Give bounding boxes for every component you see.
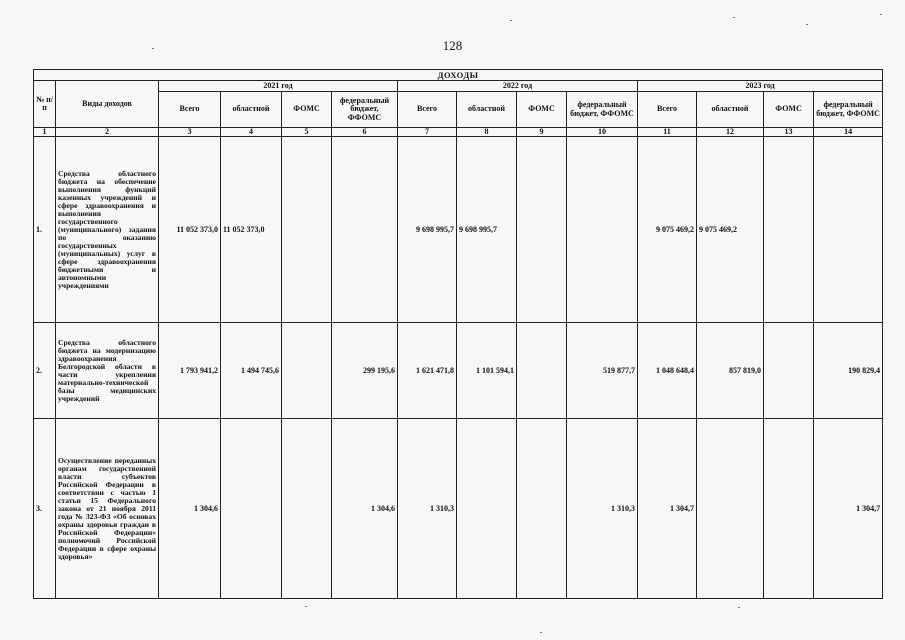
column-index: 9 xyxy=(517,128,567,137)
column-index: 2 xyxy=(56,128,159,137)
value-cell: 519 877,7 xyxy=(567,323,638,419)
value-cell xyxy=(282,137,332,323)
row-number: 2. xyxy=(34,323,56,419)
scan-speck xyxy=(738,607,740,608)
scan-speck xyxy=(305,606,307,607)
scan-speck xyxy=(880,14,882,15)
value-cell: 1 048 648,4 xyxy=(638,323,697,419)
value-cell: 11 052 373,0 xyxy=(221,137,282,323)
value-cell xyxy=(764,323,814,419)
table-caption: ДОХОДЫ xyxy=(34,70,883,81)
row-number: 3. xyxy=(34,419,56,599)
page-number: 128 xyxy=(442,38,463,53)
header-no: № п/п xyxy=(34,81,56,128)
header-foms: ФОМС xyxy=(282,92,332,128)
column-index: 5 xyxy=(282,128,332,137)
value-cell xyxy=(814,137,883,323)
header-federal: федеральный бюджет, ФФОМС xyxy=(332,92,398,128)
table-row xyxy=(34,419,883,599)
value-cell xyxy=(517,137,567,323)
scan-speck xyxy=(733,17,735,18)
column-index: 6 xyxy=(332,128,398,137)
value-cell: 1 494 745,6 xyxy=(221,323,282,419)
value-cell: 9 698 995,7 xyxy=(398,137,457,323)
value-cell xyxy=(517,419,567,599)
header-total: Всего xyxy=(638,92,697,128)
header-revenue-type: Виды доходов xyxy=(56,81,159,128)
header-regional: областной xyxy=(697,92,764,128)
value-cell: 9 075 469,2 xyxy=(697,137,764,323)
value-cell xyxy=(282,419,332,599)
value-cell: 1 621 471,8 xyxy=(398,323,457,419)
value-cell: 1 304,6 xyxy=(332,419,398,599)
value-cell xyxy=(282,323,332,419)
header-total: Всего xyxy=(159,92,221,128)
header-year-2021: 2021 год xyxy=(159,81,398,92)
value-cell: 190 829,4 xyxy=(814,323,883,419)
row-number: 1. xyxy=(34,137,56,323)
header-regional: областной xyxy=(457,92,517,128)
value-cell xyxy=(697,419,764,599)
scan-speck xyxy=(510,20,512,21)
column-index: 1 xyxy=(34,128,56,137)
table-row xyxy=(34,323,883,419)
value-cell: 1 310,3 xyxy=(398,419,457,599)
value-cell xyxy=(457,419,517,599)
revenue-description: Средства областного бюджета на модернизацию здравоохранения Белгородской области в части укрепления материально-технической базы медицинских учреждений xyxy=(56,323,159,419)
value-cell xyxy=(764,137,814,323)
scan-speck xyxy=(152,48,154,49)
value-cell: 11 052 373,0 xyxy=(159,137,221,323)
header-federal: федеральный бюджет, ФФОМС xyxy=(567,92,638,128)
value-cell: 9 075 469,2 xyxy=(638,137,697,323)
value-cell: 1 304,6 xyxy=(159,419,221,599)
value-cell: 1 310,3 xyxy=(567,419,638,599)
column-index: 14 xyxy=(814,128,883,137)
value-cell xyxy=(517,323,567,419)
column-index: 13 xyxy=(764,128,814,137)
header-federal: федеральный бюджет, ФФОМС xyxy=(814,92,883,128)
header-year-2022: 2022 год xyxy=(398,81,638,92)
revenue-description: Осуществление переданных органам государственной власти субъектов Российской Федерации в соответствии с частью 1 статьи 15 Федерального закона от 21 ноября 2011 года № 323-ФЗ «Об основах охраны здоровья граждан в Российской Федерации» полномочий Российской Федерации в сфере охраны здоровья» xyxy=(56,419,159,599)
header-regional: областной xyxy=(221,92,282,128)
column-index: 12 xyxy=(697,128,764,137)
value-cell: 1 304,7 xyxy=(814,419,883,599)
scan-speck xyxy=(806,24,808,25)
column-index: 8 xyxy=(457,128,517,137)
column-index: 11 xyxy=(638,128,697,137)
value-cell: 1 793 941,2 xyxy=(159,323,221,419)
value-cell: 1 101 594,1 xyxy=(457,323,517,419)
header-foms: ФОМС xyxy=(517,92,567,128)
table-row xyxy=(34,137,883,323)
value-cell xyxy=(567,137,638,323)
header-year-2023: 2023 год xyxy=(638,81,883,92)
header-total: Всего xyxy=(398,92,457,128)
revenue-description: Средства областного бюджета на обеспечение выполнения функций казенных учреждений и сфере здравоохранения и выполнения государственного (муниципального) задания по оказанию государственных (муниципальных) услуг в сфере здравоохранения бюджетными и автономными учреждениями xyxy=(56,137,159,323)
scan-speck xyxy=(540,632,542,633)
column-index: 4 xyxy=(221,128,282,137)
value-cell xyxy=(221,419,282,599)
value-cell: 1 304,7 xyxy=(638,419,697,599)
value-cell: 299 195,6 xyxy=(332,323,398,419)
value-cell xyxy=(764,419,814,599)
value-cell xyxy=(332,137,398,323)
header-foms: ФОМС xyxy=(764,92,814,128)
column-index: 7 xyxy=(398,128,457,137)
value-cell: 9 698 995,7 xyxy=(457,137,517,323)
column-index: 10 xyxy=(567,128,638,137)
value-cell: 857 819,0 xyxy=(697,323,764,419)
column-index: 3 xyxy=(159,128,221,137)
revenue-table xyxy=(33,69,883,599)
